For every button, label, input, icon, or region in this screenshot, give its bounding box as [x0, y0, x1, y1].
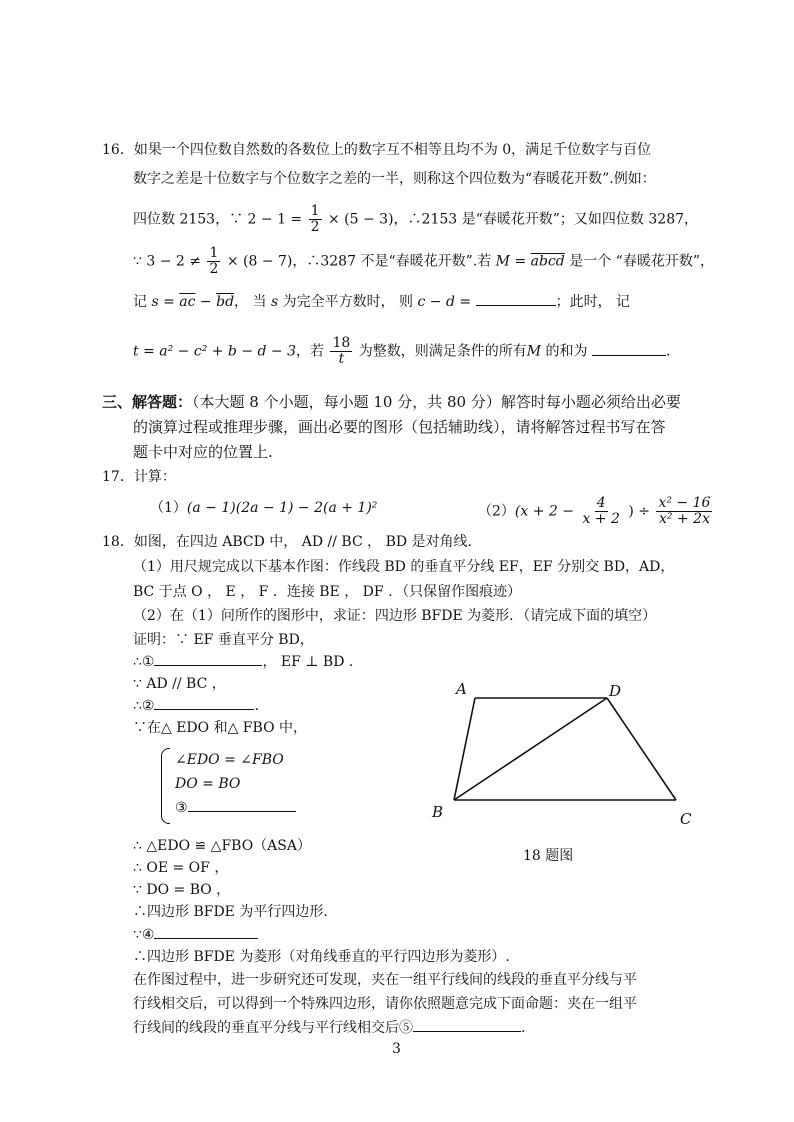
point-label-a: A [456, 680, 467, 698]
diagonal-bd [454, 698, 607, 800]
answer-blank-4[interactable] [154, 938, 258, 939]
q16-line-5 [133, 292, 630, 312]
q16-l6-fraction [330, 336, 352, 367]
fraction-denominator: t [338, 351, 345, 367]
fraction-denominator: 2 [310, 219, 320, 235]
q18-line-1: 18．如图，在四边 ABCD 中， AD // BC ， BD 是对角线. [102, 534, 473, 550]
q18-line-8 [133, 696, 259, 716]
q16-l6-text-a: ，若 [296, 343, 325, 360]
q18-line-5: 证明：∵ EF 垂直平分 BD， [133, 632, 314, 648]
section3-text-1: （本大题 8 个小题，每小题 10 分，共 80 分）解答时每小题必须给出必要 [192, 393, 681, 411]
q17-p2-fraction-1 [580, 496, 621, 527]
q16-line-3 [133, 204, 698, 235]
q16-l4-eq: = [510, 253, 531, 270]
point-label-b: B [432, 803, 444, 821]
q16-l4-text-a: ∵ 3 − 2 ≠ [133, 253, 201, 270]
q18-b3-text: ③ [175, 800, 188, 816]
q18-line-18 [133, 1018, 525, 1038]
q18-l6-text-b: ， EF ⊥ BD . [262, 654, 354, 670]
q16-line-4 [133, 246, 714, 277]
q16-l4-abcd: abcd [530, 253, 565, 270]
q16-line-1 [102, 140, 651, 160]
fraction-numerator: 18 [332, 335, 351, 351]
q16-l5-text-b: ， 当 [234, 294, 271, 310]
q16-l6-m: M [526, 343, 542, 360]
q16-l5-text-c: 为完全平方数时， 则 [278, 294, 418, 310]
q18-line-10: ∴ △EDO ≌ △FBO（ASA） [133, 838, 311, 854]
q17-p1-expr: (a − 1)(2a − 1) − 2(a + 1)² [186, 500, 378, 516]
q18-brace-line-2: DO = BO [175, 776, 241, 792]
q18-line-15: ∴四边形 BFDE 为菱形（对角线垂直的平行四边形为菱形）. [133, 949, 510, 965]
q16-l5-bd: $\overline{bd}$ [216, 294, 235, 310]
q18-line-17: 行线相交后，可以得到一个特殊四边形，请你依照题意完成下面命题：夹在一组平 [133, 996, 637, 1012]
q16-number: 16． [102, 142, 134, 158]
answer-blank-q16-2[interactable] [592, 355, 666, 356]
q16-l6-t-expr: t = a² − c² + b − d − 3 [133, 343, 297, 360]
q18-l8-text-a: ∴② [133, 698, 155, 714]
system-brace [161, 748, 170, 824]
segment-ab [454, 698, 475, 800]
q17-title: 17．计算： [102, 469, 176, 485]
q18-line-16: 在作图过程中，进一步研究还可发现，夹在一组平行线间的线段的垂直平分线与平 [133, 972, 637, 988]
q18-line-6 [133, 652, 353, 672]
section3-title: 三、解答题： [102, 393, 193, 411]
figure-caption: 18 题图 [523, 848, 574, 864]
fraction-denominator: x² + 2x [658, 511, 710, 527]
q16-l5-ac: $\overline{ac}$ [179, 294, 196, 310]
q16-l3-fraction [309, 204, 322, 235]
point-label-d: D [609, 682, 622, 700]
section3-line-1 [102, 392, 681, 412]
q16-text-1: 如果一个四位数自然数的各数位上的数字互不相等且均不为 0，满足千位数字与百位 [133, 142, 652, 158]
section3-line-2: 的演算过程或推理步骤，画出必要的图形（包括辅助线），请将解答过程书写在答 [133, 418, 666, 436]
q18-l8-text-b: . [254, 698, 259, 714]
q17-p2-text-a: (x + 2 − [514, 503, 574, 520]
q16-l4-fraction [207, 246, 220, 277]
q16-l5-text-a: 记 [133, 294, 147, 310]
q18-line-12: ∵ DO = BO ， [133, 882, 231, 898]
q18-brace-line-3 [175, 798, 296, 818]
q16-l3-text-b: × (5 − 3)，∴2153 是“春暖花开数”；又如四位数 3287， [327, 211, 699, 228]
q16-l6-text-b: 为整数，则满足条件的所有 [358, 343, 527, 360]
q16-l6-end: . [666, 343, 671, 360]
q18-brace-line-1: ∠EDO = ∠FBO [175, 752, 284, 768]
q17-p2-fraction-2 [656, 496, 712, 527]
q18-l18-text-a: 行线间的线段的垂直平分线与平行线相交后⑤ [133, 1020, 413, 1036]
q16-l5-s: s [151, 294, 159, 310]
q17-p1-label: （1） [150, 500, 187, 516]
q16-l6-text-c: 的和为 [541, 343, 588, 360]
q18-line-2: （1）用尺规完成以下基本作图：作线段 BD 的垂直平分线 EF，EF 分别交 BD，AD， [133, 559, 675, 575]
q16-l3-text-a: 四位数 2153，∵ 2 − 1 = [133, 211, 303, 228]
q18-line-4: （2）在（1）问所作的图形中，求证：四边形 BFDE 为菱形．（请完成下面的填空） [133, 608, 657, 624]
answer-blank-5[interactable] [413, 1031, 521, 1032]
answer-blank-q16-1[interactable] [476, 305, 556, 306]
section3-line-3: 题卡中对应的位置上. [133, 443, 273, 461]
q16-line-2: 数字之差是十位数字与个位数字之差的一半，则称这个四位数为“春暖花开数”.例如： [133, 171, 656, 187]
fraction-denominator: x + 2 [582, 511, 620, 527]
answer-blank-3[interactable] [188, 811, 296, 812]
segment-dc [607, 698, 676, 800]
fraction-numerator: 1 [310, 203, 320, 219]
fraction-denominator: 2 [209, 261, 219, 277]
q16-l5-text-e: ；此时， 记 [555, 294, 631, 310]
q16-l5-text-d: = [454, 294, 472, 310]
fraction-numerator: 4 [596, 495, 606, 511]
q16-l5-cd: c − d [417, 294, 455, 310]
q17-p2-text-b: ) ÷ [628, 503, 650, 520]
q16-l5-eq: = [158, 294, 180, 310]
q18-l6-text-a: ∴① [133, 654, 155, 670]
page-number: 3 [392, 1041, 401, 1057]
q16-line-6 [133, 336, 670, 367]
q16-l5-minus: − [195, 294, 217, 310]
q18-line-9: ∵在△ EDO 和△ FBO 中， [133, 720, 307, 736]
q18-line-7: ∵ AD // BC ， [133, 676, 226, 692]
q16-l4-m: M [495, 253, 511, 270]
q16-l4-text-c: 是一个 “春暖花开数”， [569, 253, 714, 270]
answer-blank-1[interactable] [154, 665, 262, 666]
q18-line-3: BC 于点 O ， E ， F ．连接 BE ， DF ．（只保留作图痕迹） [133, 584, 522, 600]
q16-l5-s2: s [270, 294, 279, 310]
q17-part-2 [478, 496, 714, 527]
fraction-numerator: 1 [209, 245, 219, 261]
q18-line-14 [133, 925, 258, 945]
q18-line-13: ∴四边形 BFDE 为平行四边形. [133, 904, 328, 920]
q18-line-11: ∴ OE = OF ， [133, 860, 229, 876]
q16-l4-text-b: × (8 − 7)，∴3287 不是“春暖花开数”.若 [226, 253, 492, 270]
q18-l14-text: ∵④ [133, 927, 155, 943]
point-label-c: C [680, 810, 692, 828]
q17-p2-label: （2） [478, 503, 515, 520]
q17-part-1 [150, 498, 377, 518]
fraction-numerator: x² − 16 [658, 495, 711, 511]
answer-blank-2[interactable] [154, 709, 254, 710]
q18-l18-text-b: . [521, 1020, 526, 1036]
